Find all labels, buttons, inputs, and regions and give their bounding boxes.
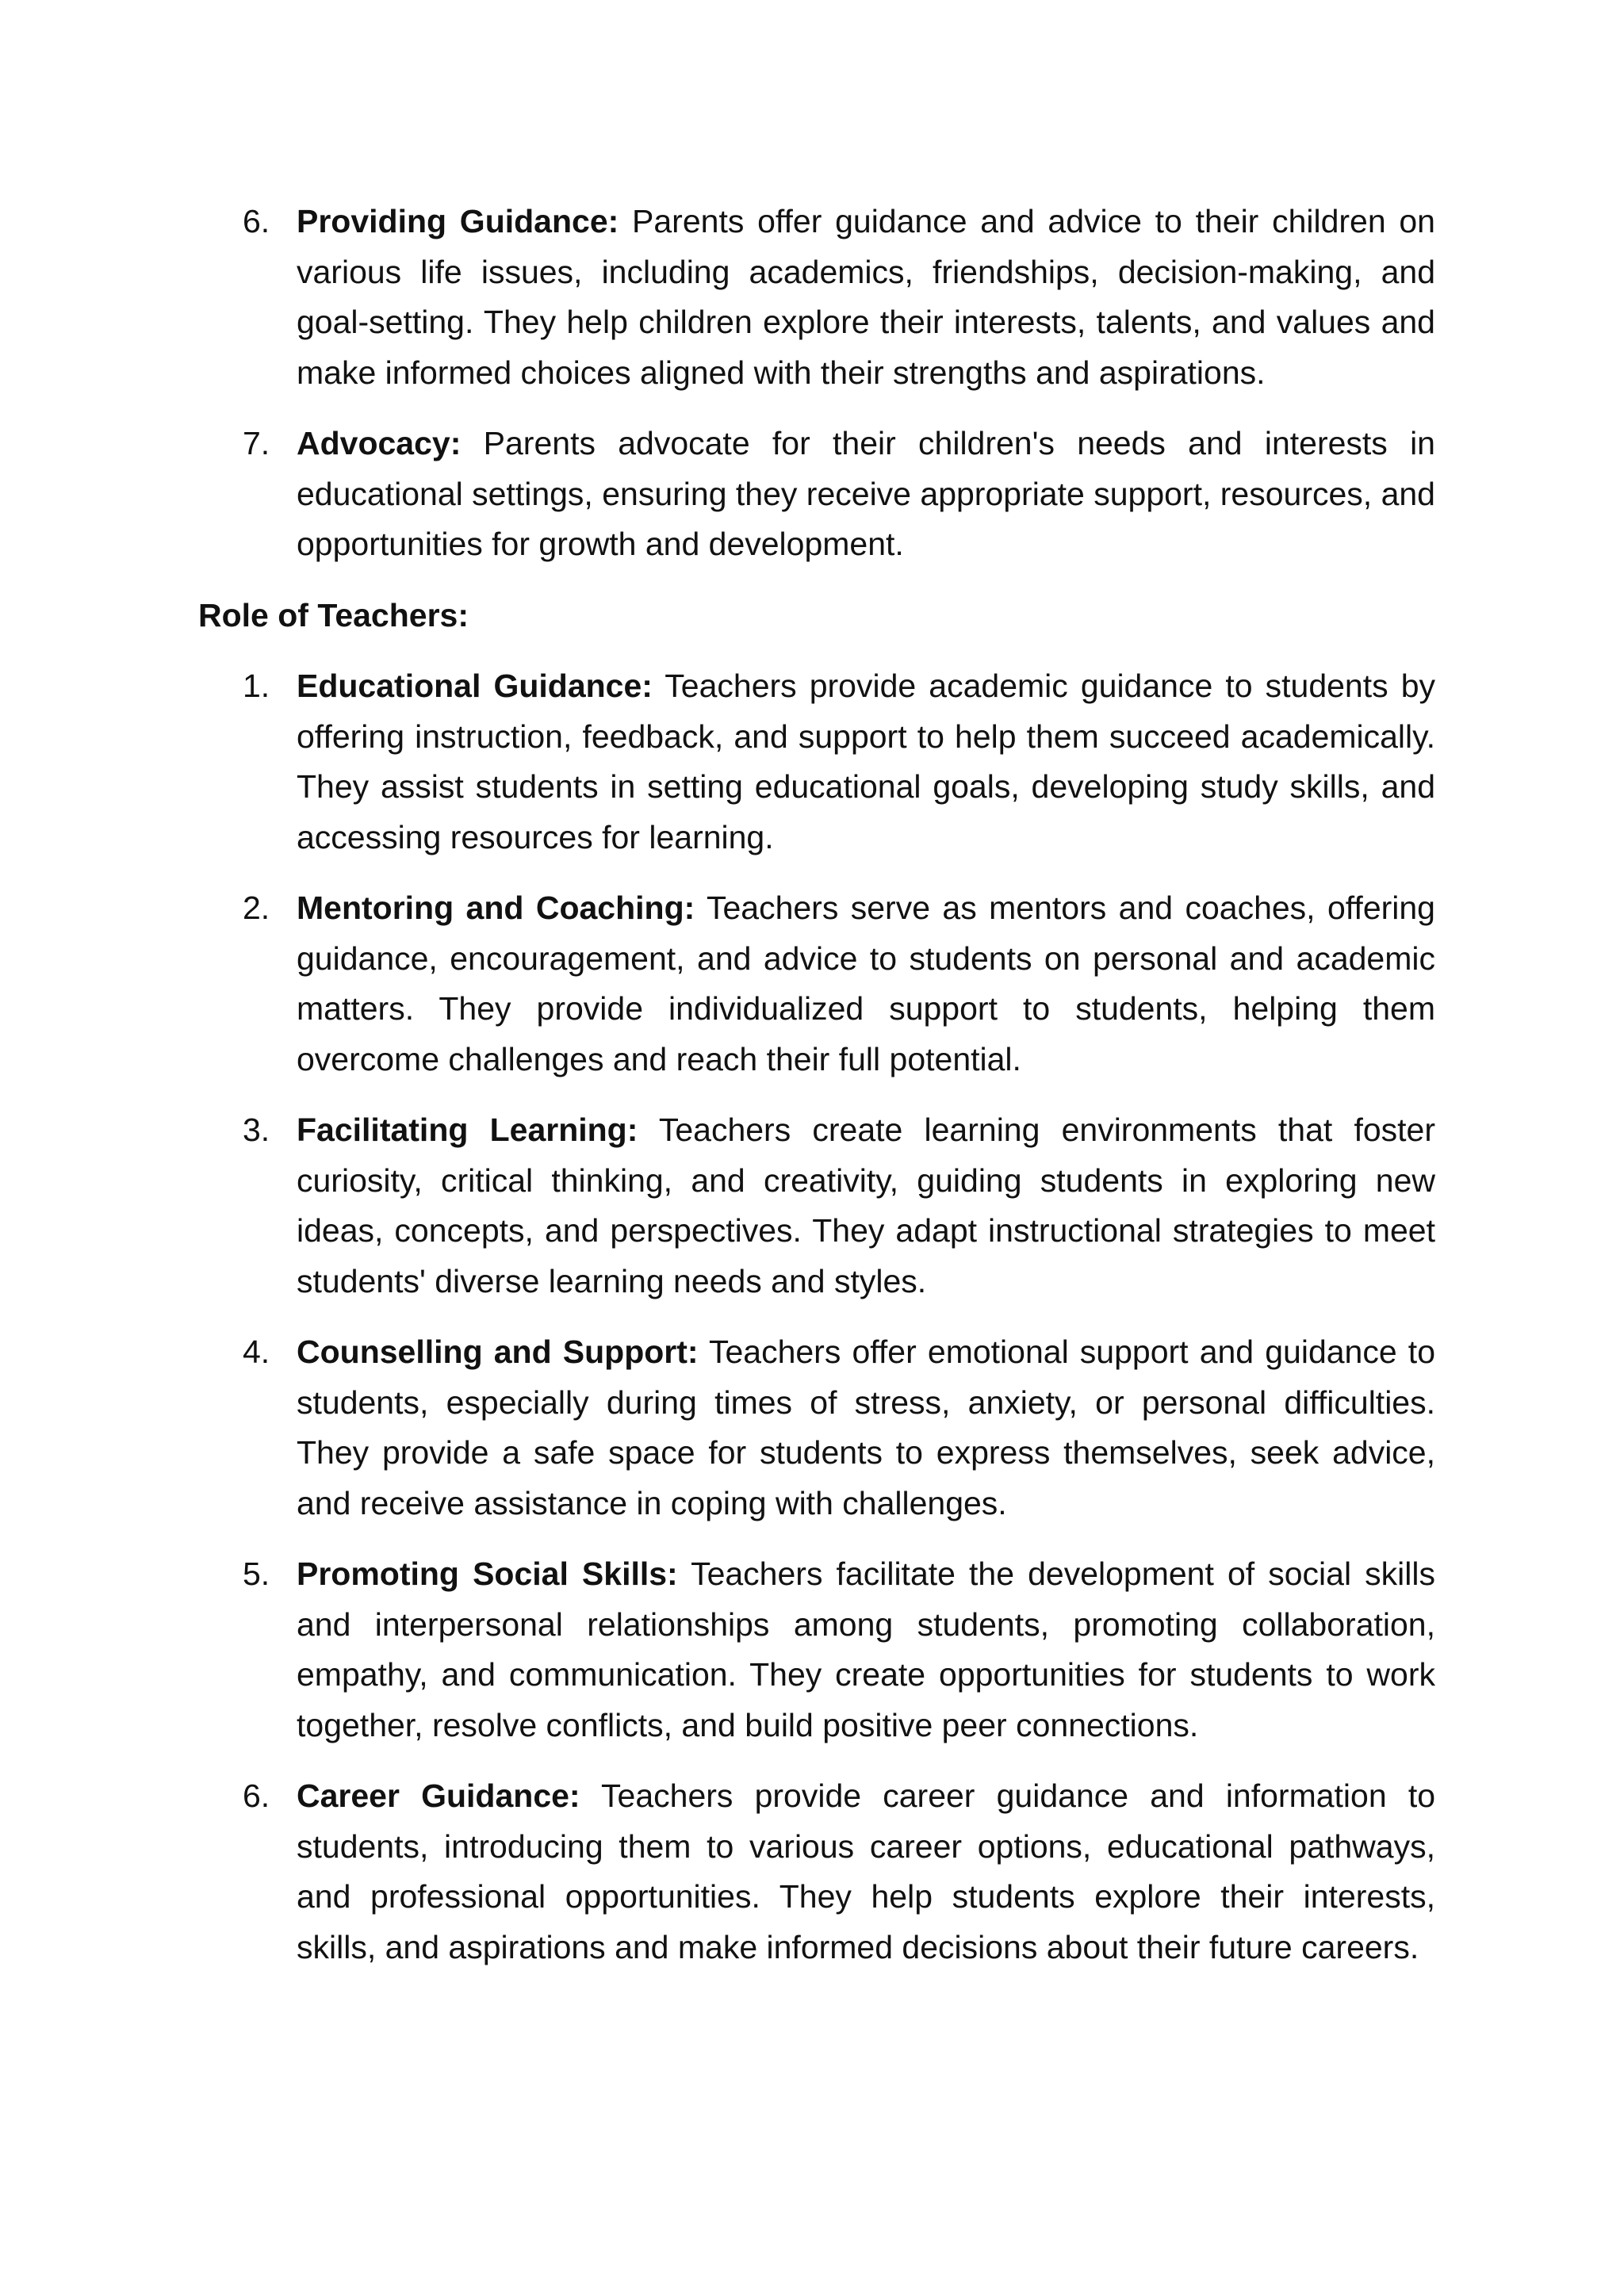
list-item bbox=[198, 1771, 1435, 1973]
parents-role-list-continued bbox=[198, 197, 1435, 570]
list-item-term: Mentoring and Coaching: bbox=[297, 890, 695, 926]
list-item-number: 1. bbox=[243, 668, 270, 704]
list-item-term: Promoting Social Skills: bbox=[297, 1556, 678, 1592]
list-item-term: Advocacy: bbox=[297, 425, 462, 461]
list-item-number: 2. bbox=[243, 890, 270, 926]
list-item-number: 3. bbox=[243, 1112, 270, 1148]
list-item bbox=[198, 1105, 1435, 1307]
list-item-text: Parents advocate for their children's needs and interests in educational settings, ensuring they receive appropriate support, resources, and opportunities for growth and development. bbox=[297, 425, 1435, 562]
section-heading-teachers: Role of Teachers: bbox=[198, 596, 469, 633]
list-item bbox=[198, 1549, 1435, 1751]
list-item bbox=[198, 661, 1435, 863]
list-item-text: Teachers provide academic guidance to students by offering instruction, feedback, and support to help them succeed academically. They assist students in setting educational goals, developing study skills, and accessing resources for learning. bbox=[297, 668, 1436, 855]
list-item bbox=[198, 197, 1435, 398]
list-item-number: 6. bbox=[243, 1777, 270, 1814]
list-item bbox=[198, 883, 1435, 1085]
list-item-text: Parents offer guidance and advice to their children on various life issues, including academics, friendships, decision-making, and goal-setting. They help children explore their interests, talents, and values and make informed choices aligned with their strengths and aspirations. bbox=[297, 203, 1435, 391]
list-item-term: Educational Guidance: bbox=[297, 668, 653, 704]
list-item-text: Teachers offer emotional support and guidance to students, especially during times of stress, anxiety, or personal difficulties. They provide a safe space for students to express themselves, seek advice, and receive assistance in coping with challenges. bbox=[297, 1334, 1435, 1521]
list-item-term: Counselling and Support: bbox=[297, 1334, 699, 1370]
list-item-number: 5. bbox=[243, 1556, 270, 1592]
teachers-role-list bbox=[198, 661, 1435, 1973]
list-item-term: Facilitating Learning: bbox=[297, 1112, 638, 1148]
list-item-text: Teachers provide career guidance and information to students, introducing them to various career options, educational pathways, and professional opportunities. They help students explore their interests, skills, and aspirations and make informed decisions about their future careers. bbox=[297, 1777, 1436, 1965]
list-item-text: Teachers facilitate the development of social skills and interpersonal relationships among students, promoting collaboration, empathy, and communication. They create opportunities for students to work together, resolve conflicts, and build positive peer connections. bbox=[297, 1556, 1435, 1743]
list-item-number: 7. bbox=[243, 425, 270, 461]
list-item-term: Providing Guidance: bbox=[297, 203, 619, 239]
list-item-text: Teachers serve as mentors and coaches, offering guidance, encouragement, and advice to students on personal and academic matters. They provide individualized support to students, helping them overcome challenges and reach their full potential. bbox=[297, 890, 1435, 1077]
list-item bbox=[198, 419, 1435, 570]
list-item-number: 6. bbox=[243, 203, 270, 239]
list-item-term: Career Guidance: bbox=[297, 1777, 580, 1814]
list-item-number: 4. bbox=[243, 1334, 270, 1370]
page-content bbox=[198, 197, 1435, 1993]
list-item bbox=[198, 1327, 1435, 1529]
list-item-text: Teachers create learning environments that foster curiosity, critical thinking, and creativity, guiding students in exploring new ideas, concepts, and perspectives. They adapt instructional strategies to meet students' diverse learning needs and styles. bbox=[297, 1112, 1436, 1299]
